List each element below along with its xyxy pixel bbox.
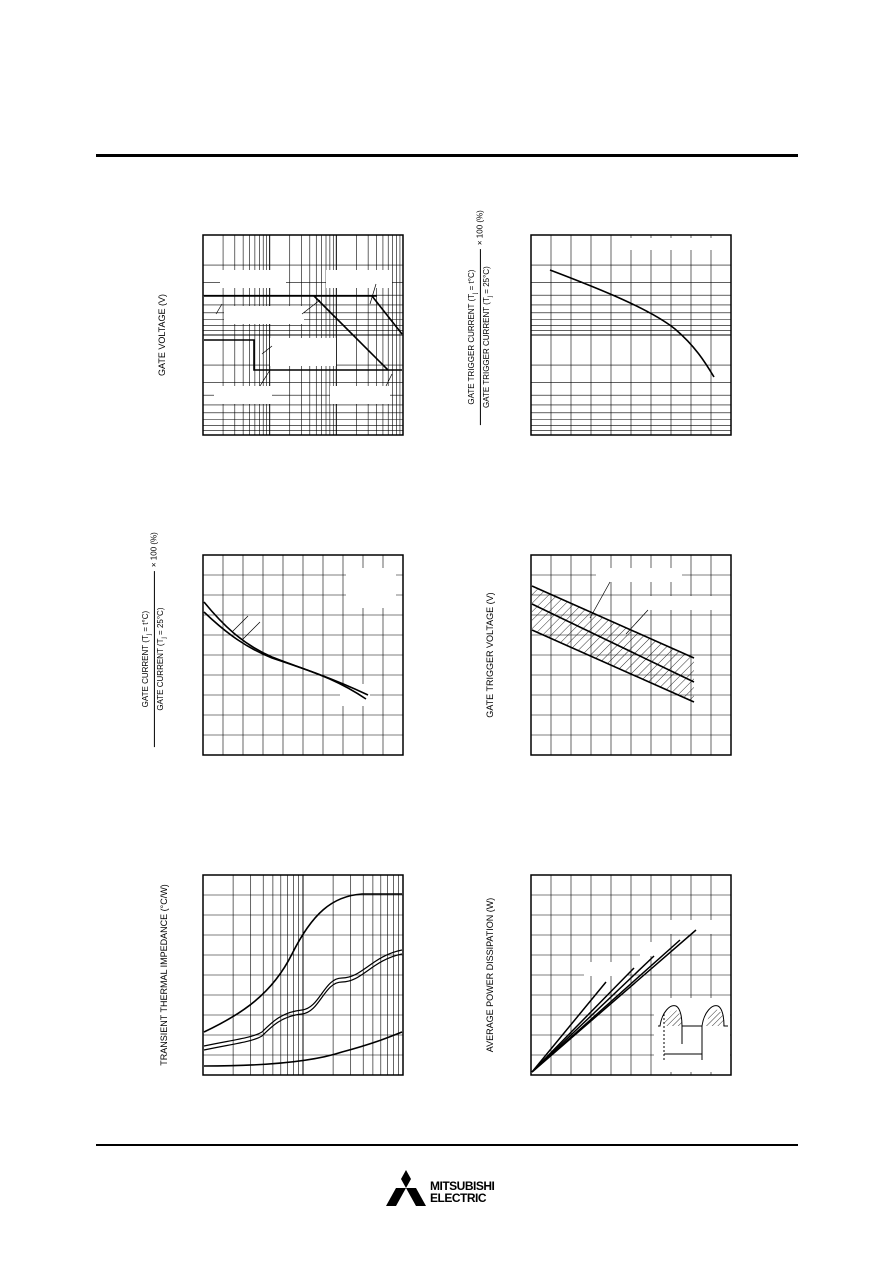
average-power-dissipation-chart: [530, 874, 732, 1076]
transient-thermal-impedance-axis-label: TRANSIENT THERMAL IMPEDANCE (°C/W): [159, 884, 169, 1066]
label-box: [214, 386, 272, 404]
footer-rule: [96, 1144, 798, 1146]
transient-thermal-impedance-chart: [202, 874, 404, 1076]
average-power-dissipation-axis-label: AVERAGE POWER DISSIPATION (W): [485, 897, 495, 1053]
label-box: [596, 568, 682, 582]
gate-characteristics-chart: [202, 234, 404, 436]
chart-grid: [203, 235, 403, 435]
gate-trigger-voltage-chart: [530, 554, 732, 756]
trigger-voltage-typ: [532, 604, 694, 682]
label-box: [346, 568, 396, 608]
waveform-inset: [654, 998, 730, 1072]
gate-current-axis-label: GATE CURRENT $(T_j = t^\circ C)$ GATE CURRENT $(T_j = 25^\circ C)$ × 100 (%): [141, 571, 167, 747]
gate-current-curve-1: [204, 602, 366, 699]
gate-trigger-voltage-axis-label: GATE TRIGGER VOLTAGE (V): [485, 592, 495, 718]
gate-current-chart: [202, 554, 404, 756]
label-box: [270, 338, 336, 366]
gate-current-curve-2: [204, 612, 368, 695]
label-box: [584, 962, 628, 976]
three-diamonds-icon: [386, 1170, 426, 1208]
power-curve-1: [532, 982, 606, 1072]
label-box: [220, 270, 286, 288]
label-box: [620, 238, 720, 250]
label-box: [330, 386, 390, 404]
gate-trigger-current-chart: [530, 234, 732, 436]
label-box: [340, 684, 370, 706]
label-box: [224, 306, 304, 324]
label-box: [640, 596, 720, 610]
gate-voltage-axis-label: GATE VOLTAGE (V): [157, 294, 167, 377]
power-curve-2: [532, 968, 634, 1072]
mitsubishi-electric-logo: [386, 1170, 516, 1208]
gate-trigger-current-curve: [550, 270, 714, 377]
label-box: [670, 920, 720, 934]
label-box: [326, 270, 392, 288]
logo-text-line1: MITSUBISHI: [430, 1179, 495, 1193]
logo-text-line2: ELECTRIC: [430, 1191, 486, 1205]
header-rule: [96, 154, 798, 157]
gate-trigger-current-axis-label: GATE TRIGGER CURRENT $(T_j = t^\circ C)$ GATE TRIGGER CURRENT $(T_j = 25^\circ C)$ × 100 (%): [467, 249, 493, 425]
